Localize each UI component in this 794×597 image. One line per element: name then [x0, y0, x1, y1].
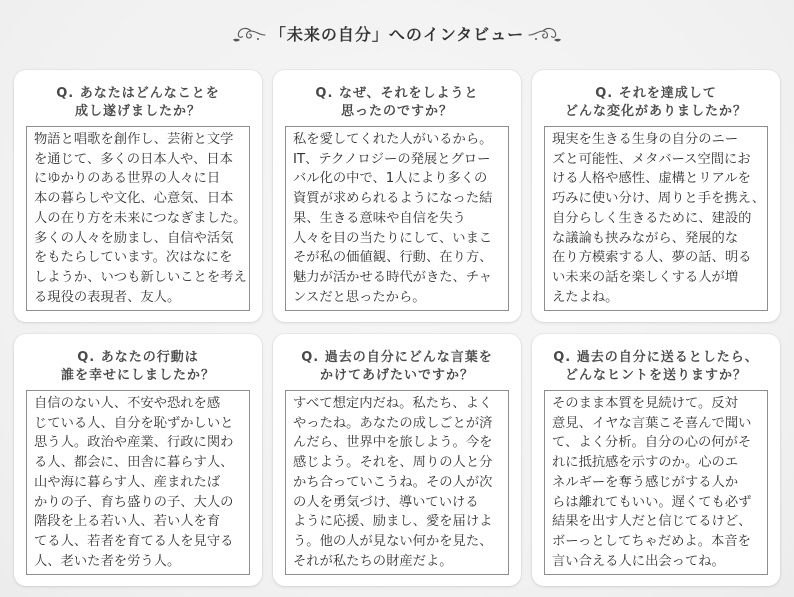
answer-line: やったね。あなたの成しごとが済: [293, 415, 493, 431]
answer-line: 意見、イヤな言葉こそ喜んで聞い: [552, 415, 752, 431]
answer-line: の人を勇気づけ、導いていける: [293, 494, 479, 510]
answer-line: 思う人。政治や産業、行政に関わ: [34, 435, 234, 451]
interview-card-1: [14, 70, 262, 322]
answer-line: 人、老いた者を労う人。: [34, 553, 181, 569]
answer-line: じている人、自分を恥ずかしいと: [34, 415, 234, 431]
question-line: Q. 過去の自分に送るとしたら、: [553, 350, 759, 365]
answer-line: 物語と唱歌を創作し、芸術と文学: [34, 132, 234, 147]
answer-box: [285, 126, 509, 311]
answer-line: 階段を上る若い人、若い人を育: [34, 514, 221, 530]
answer-line: かち合っていこうね。その人が次: [293, 474, 493, 490]
answer-line: る人、都会に、田舎に暮らす人、: [34, 455, 234, 471]
flourish-right-icon: [528, 26, 562, 44]
answer-box: [285, 390, 509, 575]
answer-line: ける人格や感性、虚構とリアルを: [552, 171, 751, 187]
answer-line: 現実を生きる生身の自分のニー: [552, 132, 739, 147]
answer-line: にゆかりのある世界の人々に日: [34, 171, 221, 187]
answer-line: んだら、世界中を旅しよう。今を: [293, 435, 493, 451]
interview-card-3: [532, 70, 780, 322]
answer-line: う。他の人が見ない何かを見た、: [293, 533, 493, 549]
answer-line: そが私の価値観、行動、在り方、: [293, 250, 493, 266]
answer-line: れに抵抗感を示すのか。心のエ: [552, 455, 739, 471]
answer-line: 人の在り方を未来につなぎました。: [34, 210, 247, 226]
answer-line: ズと可能性、メタバース空間にお: [552, 151, 751, 167]
answer-box: [26, 390, 250, 575]
answer-line: そのまま本質を見続けて。反対: [552, 396, 738, 411]
page-title: 「未来の自分」へのインタビュー: [269, 25, 525, 44]
answer-line: てる人、若者を育てる人を見守る: [34, 533, 234, 549]
answer-line: 自分らしく生きるために、建設的: [552, 210, 752, 226]
answer-line: な議論も挟みながら、発展的な: [552, 230, 739, 246]
answer-line: 果、生きる意味や自信を失う: [293, 210, 466, 226]
answer-line: えたよね。: [552, 289, 619, 305]
answer-line: かりの子、育ち盛りの子、大人の: [34, 494, 234, 510]
answer-line: ネルギーを奪う感じがする人か: [552, 474, 739, 490]
question-line: どんなヒントを送りますか？: [564, 368, 747, 383]
question-line: Q. 過去の自分にどんな言葉を: [301, 350, 493, 365]
question-line: Q. あなたの行動は: [77, 350, 199, 365]
answer-line: IT、テクノロジーの発展とグロー: [293, 151, 491, 167]
answer-line: それが私たちの財産だよ。: [293, 553, 453, 569]
question-line: 誰を幸せにしましたか？: [60, 368, 215, 383]
answer-line: 言い合える人に出会ってね。: [552, 553, 725, 569]
question-heading: [532, 349, 780, 385]
answer-line: 山や海に暮らす人、産まれたば: [34, 474, 221, 490]
question-heading: [532, 85, 780, 121]
answer-line: 人々を目の当たりにして、いまこ: [293, 230, 493, 246]
question-heading: [273, 85, 521, 121]
flourish-left-icon: [232, 26, 266, 44]
answer-line: 在り方模索する人、夢の話、明る: [552, 250, 752, 266]
answer-line: ンスだと思ったから。: [293, 289, 426, 305]
answer-line: 魅力が活かせる時代がきた、チャ: [293, 269, 493, 285]
answer-line: 自信のない人、不安や恐れを感: [34, 396, 221, 411]
answer-line: らは離れてもいい。遅くても必ず: [552, 494, 752, 510]
answer-line: しようか、いつも新しいことを考え: [34, 269, 247, 285]
page-header: [0, 22, 794, 48]
answer-line: 感じよう。それを、周りの人と分: [293, 455, 493, 471]
answer-line: ボーっとしてちゃだめよ。本音を: [552, 533, 751, 549]
question-line: どんな変化がありましたか？: [564, 104, 747, 119]
answer-line: る現役の表現者、友人。: [34, 289, 181, 305]
answer-line: 資質が求められるようになった結: [293, 191, 493, 207]
answer-box: [544, 126, 768, 311]
question-line: かけてあげたいですか？: [319, 368, 474, 383]
answer-line: 結果を出す人だと信じてるけど、: [552, 514, 752, 530]
answer-line: い未来の話を楽しくする人が増: [552, 269, 739, 285]
answer-line: 巧みに使い分け、周りと手を携え、: [552, 191, 766, 207]
interview-card-4: [14, 334, 262, 586]
question-heading: [14, 85, 262, 121]
question-line: 思ったのですか？: [340, 104, 453, 119]
question-line: Q. あなたはどんなことを: [56, 86, 220, 101]
answer-line: をもたらしています。次はなにを: [34, 250, 233, 266]
question-heading: [273, 349, 521, 385]
interview-card-5: [273, 334, 521, 586]
question-line: Q. なぜ、それをしようと: [315, 86, 479, 101]
interview-card-2: [273, 70, 521, 322]
answer-line: すべて想定内だね。私たち、よく: [293, 396, 493, 411]
question-line: Q. それを達成して: [595, 86, 717, 101]
answer-line: バル化の中で、1人により多くの: [293, 171, 488, 187]
answer-line: て、よく分析。自分の心の何がそ: [552, 435, 752, 451]
answer-line: ように応援、励まし、愛を届けよ: [293, 514, 493, 530]
answer-line: 本の暮らしや文化、心意気、日本: [34, 191, 234, 207]
answer-box: [544, 390, 768, 575]
question-heading: [14, 349, 262, 385]
answer-box: [26, 126, 250, 311]
interview-card-6: [532, 334, 780, 586]
question-line: 成し遂げましたか？: [74, 104, 201, 119]
answer-line: 私を愛してくれた人がいるから。: [293, 132, 493, 147]
answer-line: を通じて、多くの日本人や、日本: [34, 151, 233, 167]
answer-line: 多くの人々を励まし、自信や活気: [34, 230, 234, 246]
